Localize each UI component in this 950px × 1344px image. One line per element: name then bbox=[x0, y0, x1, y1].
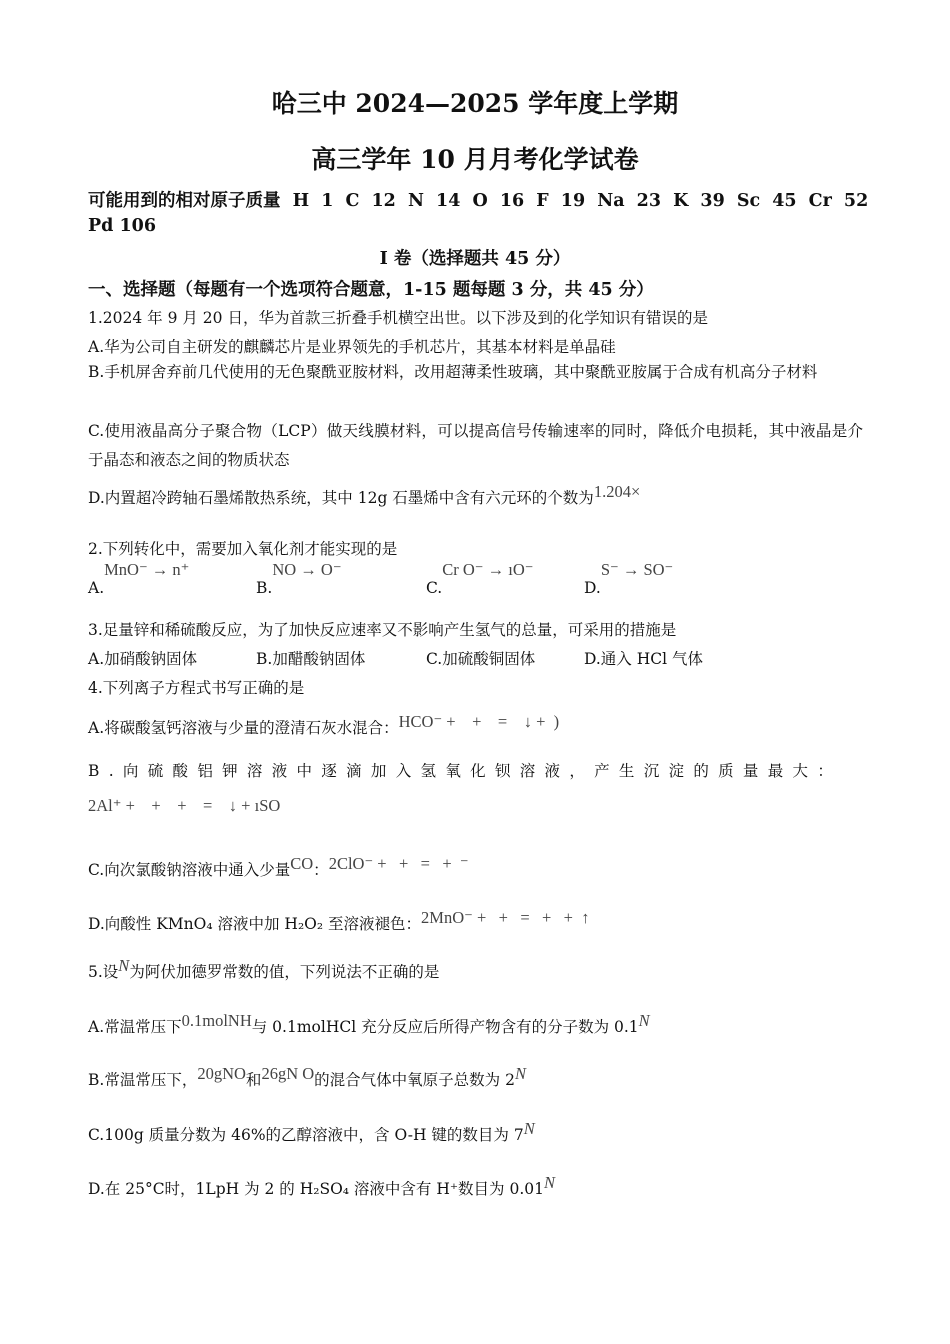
q2-option-d bbox=[584, 560, 674, 597]
q5-option-b bbox=[88, 1064, 526, 1090]
q5-option-b-formula1: 20gNO bbox=[197, 1064, 246, 1083]
atomic-masses-line2: Pd 106 bbox=[88, 216, 157, 236]
q5-option-d bbox=[88, 1173, 556, 1199]
volume-heading: I 卷（选择题共 45 分） bbox=[379, 249, 571, 269]
q1-option-d-formula: 1.204× bbox=[593, 482, 641, 501]
q4-option-a bbox=[88, 712, 560, 738]
q5-stem bbox=[88, 956, 440, 982]
q2-option-d-label: D. bbox=[584, 579, 601, 597]
q5-option-a bbox=[88, 1011, 650, 1037]
part-heading: 一、选择题（每题有一个选项符合题意，1-15 题每题 3 分，共 45 分） bbox=[88, 280, 654, 300]
q4-option-c-colon: ： bbox=[313, 861, 329, 879]
q3-stem: 3.足量锌和稀硫酸反应，为了加快反应速率又不影响产生氢气的总量，可采用的措施是 bbox=[88, 621, 677, 639]
q5-option-c-text: C.100g 质量分数为 46%的乙醇溶液中，含 O-H 键的数目为 7 bbox=[88, 1126, 524, 1144]
q5-option-b-formula2: 26gN O bbox=[261, 1064, 315, 1083]
q5-option-b-post: 的混合气体中氧原子总数为 2 bbox=[314, 1071, 515, 1089]
q2-option-b-formula: NO → O⁻ bbox=[272, 560, 342, 579]
q5-option-a-formula: 0.1molNH bbox=[181, 1011, 252, 1030]
atomic-masses-line1: 可能用到的相对原子质量 H 1 C 12 N 14 O 16 F 19 Na 23 K 39 Sc 45 Cr 52 bbox=[88, 191, 869, 211]
exam-title-school: 哈三中 2024—2025 学年度上学期 bbox=[271, 89, 679, 118]
q3-option-a: A.加硝酸钠固体 bbox=[88, 650, 198, 668]
q5-option-a-pre: A.常温常压下 bbox=[88, 1018, 182, 1036]
q1-option-d-text: D.内置超冷跨轴石墨烯散热系统，其中 12g 石墨烯中含有六元环的个数为 bbox=[88, 489, 594, 507]
q5-option-d-na: N bbox=[544, 1173, 556, 1192]
exam-title-course: 高三学年 10 月月考化学试卷 bbox=[311, 145, 639, 174]
q4-option-b-formula-line bbox=[88, 796, 280, 816]
q3-option-c: C.加硫酸铜固体 bbox=[426, 650, 536, 668]
q4-option-b-formula: 2Al⁺ + + + = ↓ + ıSO bbox=[88, 796, 281, 815]
q5-option-b-na: N bbox=[514, 1064, 526, 1083]
q1-option-b: B.手机屏舍弃前几代使用的无色聚酰亚胺材料，改用超薄柔性玻璃，其中聚酰亚胺属于合成有机高分子材料 bbox=[88, 363, 818, 381]
q2-option-b bbox=[256, 560, 342, 597]
q5-option-b-pre: B.常温常压下， bbox=[88, 1071, 198, 1089]
q1-stem: 1.2024 年 9 月 20 日，华为首款三折叠手机横空出世。以下涉及到的化学知识有错误的是 bbox=[88, 309, 708, 327]
q2-option-b-label: B. bbox=[256, 579, 273, 597]
q5-option-a-mid: 与 0.1molHCl 充分反应后所得产物含有的分子数为 0.1 bbox=[251, 1018, 639, 1036]
q2-option-a-label: A. bbox=[88, 579, 105, 597]
q4-option-a-text: A.将碳酸氢钙溶液与少量的澄清石灰水混合： bbox=[88, 719, 399, 737]
q4-option-d-formula: 2MnO⁻ + + = + + ↑ bbox=[421, 908, 590, 927]
q4-stem: 4.下列离子方程式书写正确的是 bbox=[88, 679, 305, 697]
q2-option-c-label: C. bbox=[426, 579, 443, 597]
q2-option-c bbox=[426, 560, 534, 597]
q4-option-c-text: C.向次氯酸钠溶液中通入少量 bbox=[88, 861, 291, 879]
q2-option-c-formula: Cr O⁻ → ıO⁻ bbox=[442, 560, 534, 579]
q3-option-d: D.通入 HCl 气体 bbox=[584, 650, 703, 668]
q5-option-a-na: N bbox=[638, 1011, 650, 1030]
q4-option-a-formula: HCO⁻ + + = ↓ + ) bbox=[398, 712, 560, 731]
q4-option-d-text: D.向酸性 KMnO₄ 溶液中加 H₂O₂ 至溶液褪色： bbox=[88, 915, 422, 933]
q5-option-d-text: D.在 25°C时，1LpH 为 2 的 H₂SO₄ 溶液中含有 H⁺数目为 0.01 bbox=[88, 1180, 544, 1198]
q1-option-c: C.使用液晶高分子聚合物（LCP）做天线膜材料，可以提高信号传输速率的同时，降低介电损耗，其中液晶是介于晶态和液态之间的物质状态 bbox=[88, 422, 863, 469]
q4-option-d bbox=[88, 908, 590, 934]
q3-option-b: B.加醋酸钠固体 bbox=[256, 650, 366, 668]
q4-option-b-text: B.向硫酸铝钾溶液中逐滴加入氢氧化钡溶液，产生沉淀的质量最大： bbox=[88, 762, 843, 780]
q5-option-c bbox=[88, 1119, 535, 1145]
q5-option-c-na: N bbox=[523, 1119, 535, 1138]
q4-option-c-formula: 2ClO⁻ + + = + ⁻ bbox=[328, 854, 469, 873]
q2-option-d-formula: S⁻ → SO⁻ bbox=[600, 560, 674, 579]
q5-option-b-and: 和 bbox=[245, 1071, 262, 1089]
q4-option-c bbox=[88, 854, 469, 880]
q5-stem-post: 为阿伏加德罗常数的值，下列说法不正确的是 bbox=[129, 963, 440, 981]
q1-option-a: A.华为公司自主研发的麒麟芯片是业界领先的手机芯片，其基本材料是单晶硅 bbox=[88, 338, 616, 356]
q4-option-c-gas: CO bbox=[290, 854, 314, 873]
q5-stem-pre: 5.设 bbox=[88, 963, 119, 981]
q5-stem-na: N bbox=[118, 956, 130, 975]
q2-option-a-formula: MnO⁻ → n⁺ bbox=[104, 560, 190, 579]
q2-option-a bbox=[88, 560, 190, 597]
q1-option-d bbox=[88, 482, 641, 508]
q2-stem: 2.下列转化中，需要加入氧化剂才能实现的是 bbox=[88, 540, 398, 558]
